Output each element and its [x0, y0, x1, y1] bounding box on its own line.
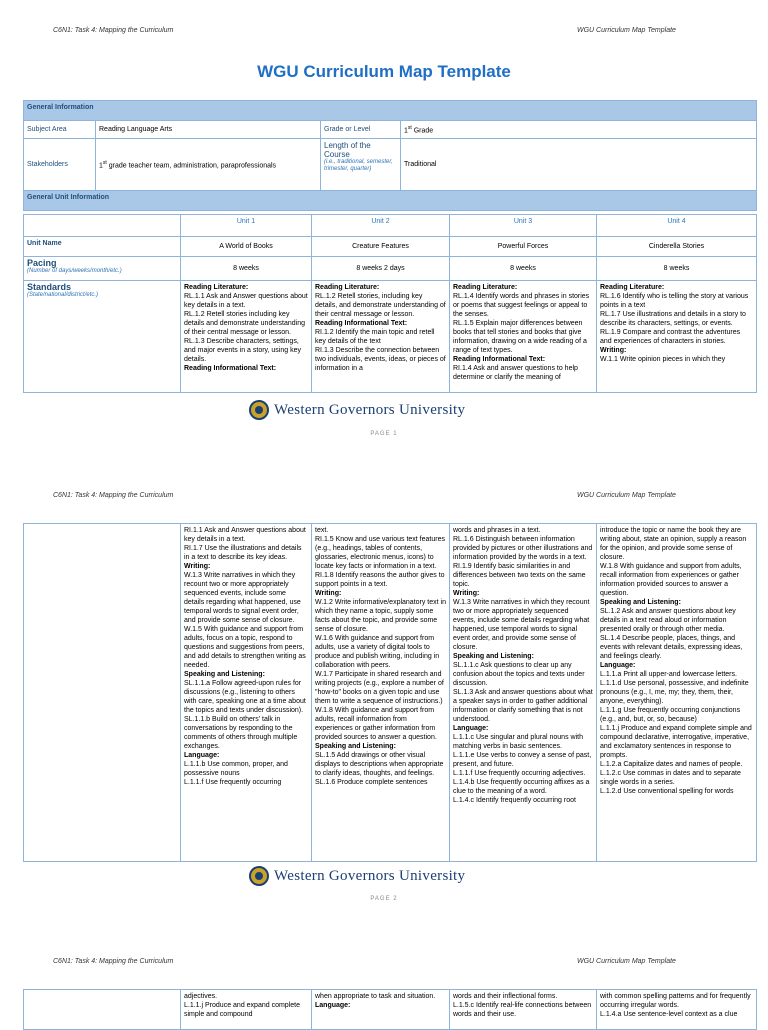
unit-4-standards-cont: introduce the topic or name the book they are writing about, state an opinion, supply a reason for the opinion, and provide some sense of closure. W.1.8 With guidance and support from adults, recall information from experiences or gather information provided sources to answer a question. Speaking and Listening: SL.1.2 Ask and answer questions about key details in a text read aloud or information presented orally or through other media. SL.1.4 Describe people, places, things, and events with relevant details, expressing ideas, and feelings clearly. Language: L.1.1.a Print all upper-and lowercase letters. L.1.1.d Use personal, possessive, and indefinite pronouns (e.g., I, me, my; they, them, their, anyone, everything). L.1.1.g Use frequently occurring conjunctions (e.g., and, but, or, so, because) L.1.1.j Produce and expand complete simple and compound declarative, interrogative, imperative, and exclamatory sentences in response to prompts. L.1.2.a Capitalize dates and names of people. L.1.2.c Use commas in dates and to separate single words in a series. L.1.2.d Use conventional spelling for words	[597, 524, 757, 862]
unit-4-standards-cont-2: with common spelling patterns and for frequently occurring irregular words. L.1.4.a Use sentence-level context as a clue	[597, 990, 757, 1030]
pacing-cell	[24, 257, 181, 281]
page-number: PAGE 2	[370, 896, 398, 902]
unit-3-header: Unit 3	[450, 215, 597, 237]
unit-info-heading: General Unit Information	[24, 191, 757, 211]
unit-2-pacing: 8 weeks 2 days	[312, 257, 450, 281]
header-left: C6N1: Task 4: Mapping the Curriculum	[53, 27, 174, 34]
wgu-logo-text: Western Governors University	[274, 868, 466, 884]
standards-hint: (State/national/district/etc.)	[27, 292, 99, 298]
wgu-seal-icon	[249, 400, 269, 420]
wgu-logo	[0, 866, 768, 890]
unit-1-standards-cont: RI.1.1 Ask and Answer questions about key details in a text. RI.1.7 Use the illustrations and details in a text to describe its key ideas. Writing: W.1.3 Write narratives in which they recount two or more appropriately sequenced events, include some details regarding what happened, use temporal words to signal event order, and provide some sense of closure. W.1.5 With guidance and support from adults, focus on a topic, respond to questions and suggestions from peers, and add details to strengthen writing as needed. Speaking and Listening: SL.1.1.a Follow agreed-upon rules for discussions (e.g., listening to others with care, speaking one at a time about the topics and texts under discussion). SL.1.1.b Build on others' talk in conversations by responding to the comments of others through multiple exchanges. Language: L.1.1.b Use common, proper, and possessive nouns L.1.1.f Use frequently occurring	[181, 524, 312, 862]
subject-area-label: Subject Area	[24, 121, 96, 139]
unit-3-standards: Reading Literature: RL.1.4 Identify words and phrases in stories or poems that suggest feelings or appeal to the senses. RL.1.5 Explain major differences between books that tell stories and books that give information, drawing on a wide reading of a range of text types. Reading Informational Text: RI.1.4 Ask and answer questions to help determine or clarify the meaning of	[450, 281, 597, 393]
unit-3-standards-cont-2: words and their inflectional forms. L.1.5.c Identify real-life connections between words and their use.	[450, 990, 597, 1030]
general-info-heading: General Information	[24, 101, 757, 121]
standards-continued-table	[23, 523, 757, 862]
length-label: Length of the Course	[324, 141, 371, 159]
unit-3-name: Powerful Forces	[450, 237, 597, 257]
length-value: Traditional	[401, 139, 757, 191]
unit-info-table	[23, 214, 757, 393]
standards-label-blank	[24, 524, 181, 862]
general-info-table	[23, 100, 757, 211]
header-right: WGU Curriculum Map Template	[577, 958, 676, 965]
length-hint: (i.e., traditional, semester, trimester, quarter)	[324, 159, 393, 172]
unit-1-name: A World of Books	[181, 237, 312, 257]
unit-3-pacing: 8 weeks	[450, 257, 597, 281]
unit-1-standards: Reading Literature: RL.1.1 Ask and Answer questions about key details in a text. RL.1.2 Retell stories including key details and demonstrate understanding of their central message or lesson. RL.1.3 Describe characters, settings, and major events in a story, using key details. Reading Informational Text:	[181, 281, 312, 393]
header-right: WGU Curriculum Map Template	[577, 27, 676, 34]
standards-label: Standards	[27, 282, 72, 292]
wgu-seal-icon	[249, 866, 269, 886]
wgu-logo-text: Western Governors University	[274, 402, 466, 418]
header-right: WGU Curriculum Map Template	[577, 492, 676, 499]
page-header	[0, 958, 768, 970]
unit-1-standards-cont-2: adjectives. L.1.1.j Produce and expand complete simple and compound	[181, 990, 312, 1030]
pacing-hint: (Number of days/weeks/month/etc.)	[27, 268, 122, 274]
grade-value: 1st Grade	[401, 121, 757, 139]
page-number: PAGE 1	[370, 431, 398, 437]
page-title: WGU Curriculum Map Template	[257, 62, 511, 81]
page-header	[0, 27, 768, 39]
wgu-logo	[0, 400, 768, 424]
unit-2-standards-cont-2: when appropriate to task and situation. Language:	[312, 990, 450, 1030]
unit-2-standards-cont: text. RI.1.5 Know and use various text features (e.g., headings, tables of contents, glossaries, electronic menus, icons) to locate key facts or information in a text. RI.1.8 Identify reasons the author gives to support points in a text. Writing: W.1.2 Write informative/explanatory text in which they name a topic, supply some facts about the topic, and provide some sense of closure. W.1.6 With guidance and support from adults, use a variety of digital tools to produce and publish writing, including in collaboration with peers. W.1.7 Participate in shared research and writing projects (e.g., explore a number of "how-to" books on a given topic and use them to write a sequence of instructions.) W.1.8 With guidance and support from adults, recall information from experiences or gather information from provided sources to answer a question. Speaking and Listening: SL.1.5 Add drawings or other visual displays to descriptions when appropriate to clarify ideas, thoughts, and feelings. SL.1.6 Produce complete sentences	[312, 524, 450, 862]
unit-2-standards: Reading Literature: RL.1.2 Retell stories, including key details, and demonstrate understanding of their central message or lesson. Reading Informational Text: RI.1.2 Identify the main topic and retell key details of the text RI.1.3 Describe the connection between two individuals, events, ideas, or pieces of information in a	[312, 281, 450, 393]
grade-label: Grade or Level	[321, 121, 401, 139]
stakeholders-label: Stakeholders	[24, 139, 96, 191]
stakeholders-value: 1st grade teacher team, administration, paraprofessionals	[96, 139, 321, 191]
unit-2-header: Unit 2	[312, 215, 450, 237]
unit-header-blank	[24, 215, 181, 237]
unit-3-standards-cont: words and phrases in a text. RL.1.6 Distinguish between information provided by pictures or other illustrations and information provided by the words in a text. RI.1.9 Identify basic similarities in and differences between two texts on the same topic. Writing: W.1.3 Write narratives in which they recount two or more appropriately sequenced events, include some details regarding what happened, use temporal words to signal event order, and provide some sense of closure. Speaking and Listening: SL.1.1.c Ask questions to clear up any confusion about the topics and texts under discussion. SL.1.3 Ask and answer questions about what a speaker says in order to gather additional information or clarify something that is not understood. Language: L.1.1.c Use singular and plural nouns with matching verbs in basic sentences. L.1.1.e Use verbs to convey a sense of past, present, and future. L.1.1.f Use frequently occurring adjectives. L.1.4.b Use frequently occurring affixes as a clue to the meaning of a word. L.1.4.c Identify frequently occurring root	[450, 524, 597, 862]
standards-cell	[24, 281, 181, 393]
length-cell	[321, 139, 401, 191]
header-left: C6N1: Task 4: Mapping the Curriculum	[53, 958, 174, 965]
unit-2-name: Creature Features	[312, 237, 450, 257]
header-left: C6N1: Task 4: Mapping the Curriculum	[53, 492, 174, 499]
page-header	[0, 492, 768, 504]
unit-4-name: Cinderella Stories	[597, 237, 757, 257]
unit-4-header: Unit 4	[597, 215, 757, 237]
unit-4-pacing: 8 weeks	[597, 257, 757, 281]
unit-1-pacing: 8 weeks	[181, 257, 312, 281]
unit-name-label: Unit Name	[24, 237, 181, 257]
subject-area-value: Reading Language Arts	[96, 121, 321, 139]
unit-4-standards: Reading Literature: RL.1.6 Identify who is telling the story at various points in a text RL.1.7 Use illustrations and details in a story to describe its characters, settings, or events. RL.1.9 Compare and contrast the adventures and experiences of characters in stories. Writing: W.1.1 Write opinion pieces in which they	[597, 281, 757, 393]
pacing-label: Pacing	[27, 258, 57, 268]
unit-1-header: Unit 1	[181, 215, 312, 237]
